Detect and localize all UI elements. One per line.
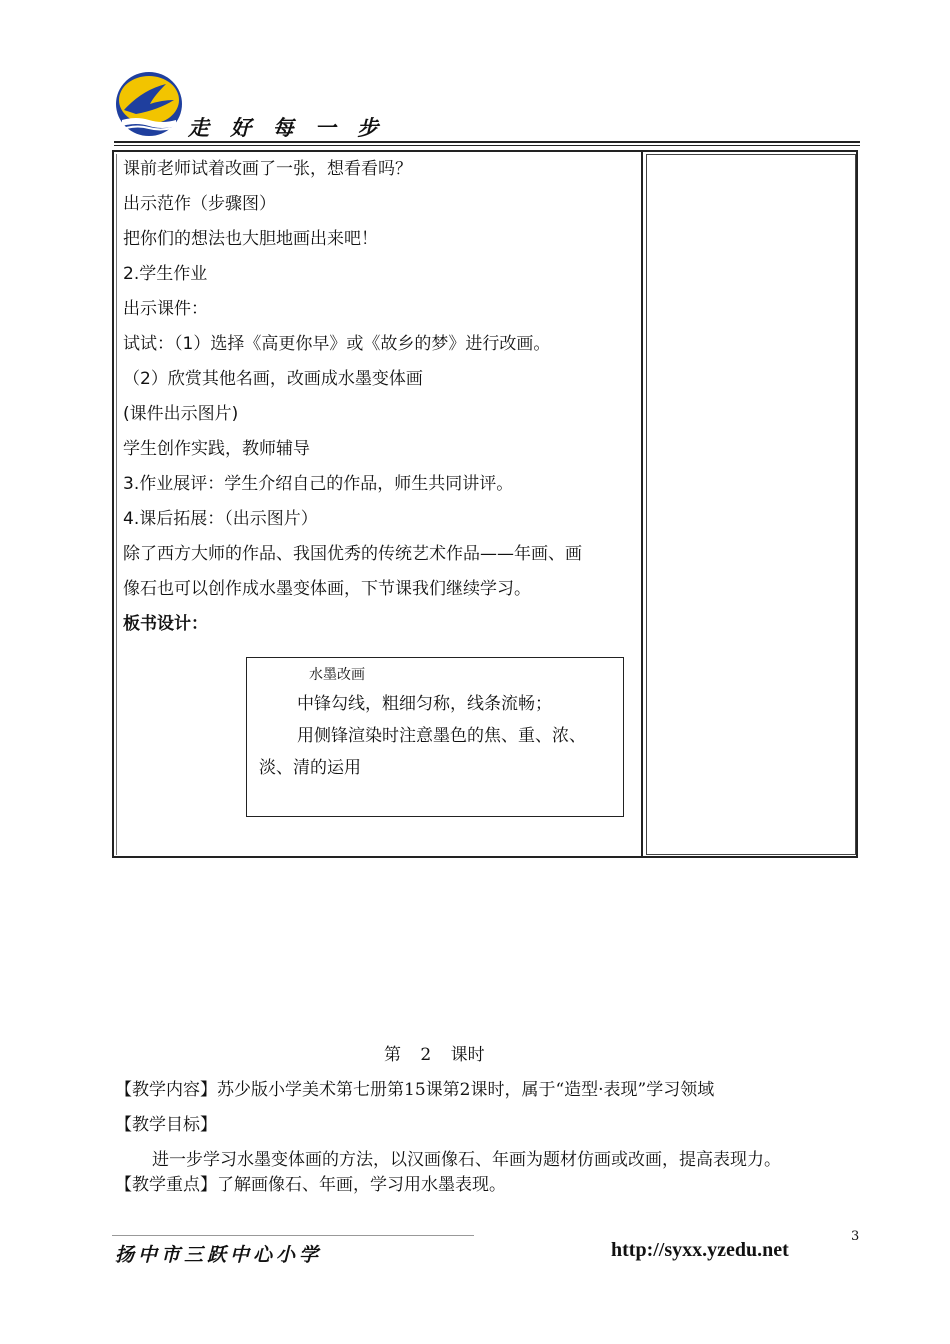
teaching-goal-label: 【教学目标】	[115, 1115, 217, 1135]
lesson-steps	[123, 152, 639, 642]
board-line: 用侧锋渲染时注意墨色的焦、重、浓、	[297, 726, 586, 746]
footer-school-name: 扬中市三跃中心小学	[115, 1244, 323, 1266]
step-line: 试试：（1）选择《高更你早》或《故乡的梦》进行改画。	[123, 334, 551, 354]
board-design-heading: 板书设计：	[123, 614, 208, 634]
teaching-focus: 【教学重点】了解画像石、年画，学习用水墨表现。	[115, 1175, 506, 1195]
header-rule-thin	[114, 145, 860, 146]
header-rule	[114, 141, 860, 143]
board-line: 淡、清的运用	[259, 758, 361, 778]
step-line: 4.课后拓展：（出示图片）	[123, 509, 318, 529]
step-line: 课前老师试着改画了一张，想看看吗？	[123, 159, 412, 179]
notes-column	[646, 154, 856, 855]
step-line: 3.作业展评：学生介绍自己的作品，师生共同讲评。	[123, 474, 514, 494]
step-line: 学生创作实践，教师辅导	[123, 439, 310, 459]
teaching-goal-text: 进一步学习水墨变体画的方法，以汉画像石、年画为题材仿画或改画，提高表现力。	[152, 1150, 781, 1170]
blackboard-design-box	[246, 657, 624, 817]
lesson-title: 第 2 课时	[384, 1045, 485, 1065]
step-line: (课件出示图片)	[123, 404, 239, 424]
step-line: 像石也可以创作成水墨变体画，下节课我们继续学习。	[123, 579, 531, 599]
table-column-divider	[641, 150, 643, 858]
footer-url: http://syxx.yzedu.net	[611, 1239, 789, 1261]
step-line: （2）欣赏其他名画，改画成水墨变体画	[123, 369, 423, 389]
step-line: 除了西方大师的作品、我国优秀的传统艺术作品——年画、画	[123, 544, 582, 564]
table-inner-border	[116, 154, 117, 855]
teaching-content: 【教学内容】苏少版小学美术第七册第15课第2课时，属于“造型·表现”学习领域	[115, 1080, 715, 1100]
board-line: 中锋勾线，粗细匀称，线条流畅；	[297, 694, 552, 714]
step-line: 2.学生作业	[123, 264, 208, 284]
board-title: 水墨改画	[309, 667, 365, 683]
page-number: 3	[851, 1229, 860, 1244]
header-motto: 走 好 每 一 步	[188, 116, 386, 140]
step-line: 出示范作（步骤图）	[123, 194, 276, 214]
footer-rule	[112, 1235, 474, 1236]
school-logo-icon	[114, 70, 184, 138]
step-line: 把你们的想法也大胆地画出来吧！	[123, 229, 378, 249]
step-line: 出示课件：	[123, 299, 208, 319]
